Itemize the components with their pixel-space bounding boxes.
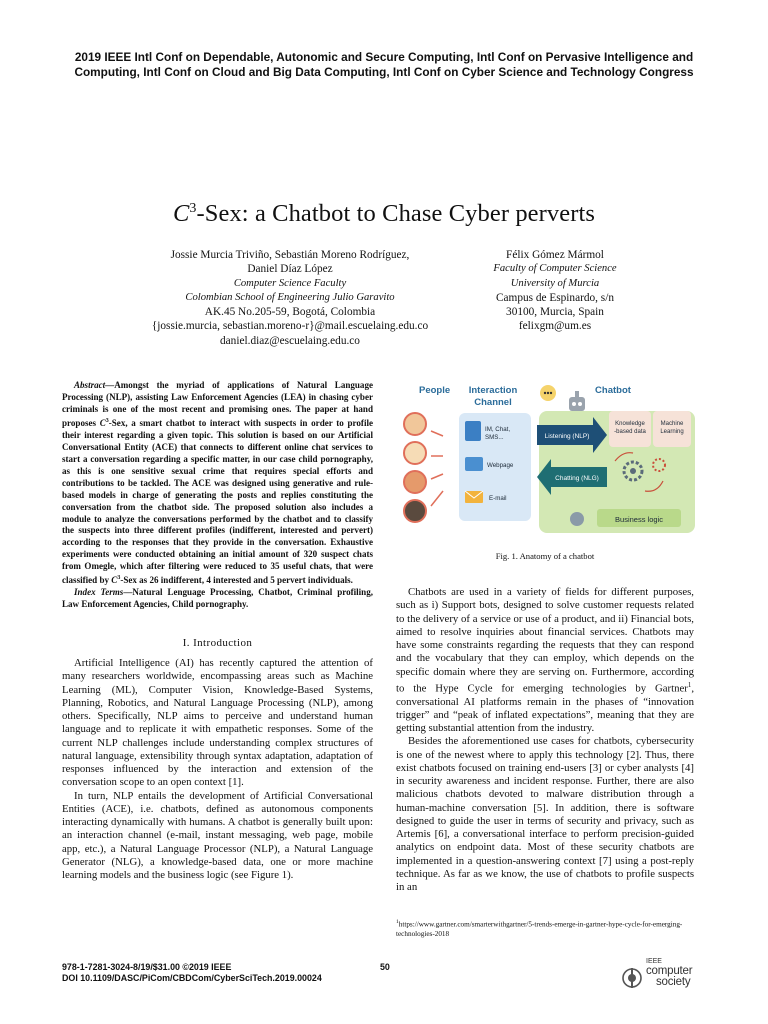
author-name: Félix Gómez Mármol xyxy=(506,249,604,261)
author-campus: Campus de Espinardo, s/n xyxy=(496,291,614,304)
author-address: AK.45 No.205-59, Bogotá, Colombia xyxy=(204,306,376,319)
right-column xyxy=(396,586,694,894)
conference-line-1: 2019 IEEE Intl Conf on Dependable, Autonomic and Secure Computing, Intl Conf on Pervasive Intelligence and xyxy=(74,50,694,64)
author-city: 30100, Murcia, Spain xyxy=(506,306,604,319)
gear-icon xyxy=(570,512,584,526)
author-names-line-2: Daniel Díaz López xyxy=(247,263,333,276)
ieee-computer-society-logo: IEEE computer society xyxy=(620,958,700,990)
knowledge-box xyxy=(609,411,651,447)
conference-line-2: Computing, Intl Conf on Cloud and Big Data Computing, Intl Conf on Cyber Science and Technology Congress xyxy=(74,64,694,79)
footnote: $^1$https://www.gartner.com/smarterwithgartner/5-trends-emerge-in-gartner-hype-cycle-for-emerging-technologies-2018 xyxy=(396,919,683,938)
intro-paragraph-1: Artificial Intelligence (AI) has recently captured the attention of many researchers worldwide, encompassing areas such as Machine Learning (ML), Computer Vision, Knowledge-Based Systems, Planning, Robotics, and Natural Language Processing (NLP), among others. Specifically, NLP aims to perceive and understand human language and to replicate it with empathetic responses. Some of the current NLP challenges include understanding complex structures of natural language, extensibility through syntax adaptation, adaptation of responses influenced by the interaction and extension of the conversation scope to an open context [1]. xyxy=(62,657,373,789)
abstract: Abstract—Amongst the myriad of applications of Natural Language Processing (NLP), assisting Law Enforcement Agencies (LEA) in chasing cyber criminals is one of the most recent and promising ones. The paper at hand proposes $C^3$-Sex, a smart chatbot to interact with suspects in order to profile their interest regarding a given topic. This solution is based on our Artificial Conversational Entity (ACE) that connects to different online chat services to start a conversation regarding a specific matter, in our case child pornography, as this is one sensitive sexual crime that requires special efforts and contributions to be tackled. The ACE was designed using generative and rule-based models in charge of generating the posts and replies constituting the conversation from the chatbot side. The proposed solution also includes a module to analyze the conversations performed by the chatbot and to classify the suspects into three different profiles (indifferent, interested and pervert) according to the responses that they provide in the conversation. Exhaustive experiments were conducted obtaining an initial amount of 320 suspect chats from Omegle, which after filtering were reduced to 35 useful chats, that were classified by $C^3$-Sex as 26 indifferent, 4 interested and 5 pervert individuals. xyxy=(62,380,373,586)
abstract-text-a: —Amongst the myriad of applications of Natural Language Processing (NLP), assisting Law Enforcement Agencies (LEA) in chasing cyber criminals is one of the most recent and promising ones. The paper at hand proposes xyxy=(62,380,373,428)
person-icon xyxy=(404,413,426,435)
author-email-2: daniel.diaz@escuelaing.edu.co xyxy=(220,334,360,347)
svg-text:Webpage: Webpage xyxy=(487,462,514,469)
index-terms-lead: Index Terms xyxy=(74,587,124,598)
robot-icon xyxy=(569,391,585,411)
figure-chatbot-anatomy xyxy=(401,381,695,539)
title-c3-superscript: 3 xyxy=(189,200,197,216)
fig-header-channel-2: Channel xyxy=(474,397,512,408)
computer-society-emblem-icon xyxy=(620,968,644,988)
author-faculty: Faculty of Computer Science xyxy=(493,263,617,275)
svg-text:Knowledge: Knowledge xyxy=(615,421,645,427)
person-icon xyxy=(404,442,426,464)
right-paragraph-2: Besides the aforementioned use cases for chatbots, cybersecurity is one of the newest where to apply this technology [2]. Thus, there exist chatbots focused on training end-users [3] or cyber analysts [4] in security awareness and incident response. Further, there are also malicious chatbots devoted to malware distribution through a human-machine conversation [5]. In addition, there is software designed to guide the user in terms of security and privacy, such as Artemis [6], a conversational interface to perform precision-guided analytics on endpoint data. Most of these security chatbots are implemented in a question-answering context [7] using a post-reply technique. As far as we know, the use of chatbots to profile suspects in an xyxy=(396,735,694,894)
person-avatars xyxy=(404,413,443,522)
abstract-lead: Abstract xyxy=(74,380,106,390)
author-school: Colombian School of Engineering Julio Garavito xyxy=(185,291,395,303)
svg-text:Chatting (NLG): Chatting (NLG) xyxy=(555,475,599,482)
svg-text:IM, Chat,: IM, Chat, xyxy=(485,426,511,433)
svg-text:Listening (NLP): Listening (NLP) xyxy=(544,433,590,440)
author-faculty: Computer Science Faculty xyxy=(233,277,347,289)
right-paragraph-1: Chatbots are used in a variety of fields for different purposes, such as i) Support bots, designed to solve customer requests related to the delivery of a service or use of a product, and ii) Financial bots, aimed to resolve inquiries about financial services. Chatbots may have some constraints regarding the requests that they can respond and the vocabulary that they can employ, which depends on the specific domain where they are serving on. Furthermore, according to the Hype Cycle for emerging technologies by Gartner$^1$, conversational AI platforms remain in the phases of “innovation trigger” and “peak of inflated expectations”, meaning that they are getting substantial attention from the industry. xyxy=(396,586,694,735)
abstract-text-c: -Sex as 26 indifferent, 4 interested and 5 pervert individuals. xyxy=(120,575,353,586)
section-heading-introduction: I. Introduction xyxy=(182,637,253,650)
footer-isbn: 978-1-7281-3024-8/19/$31.00 ©2019 IEEE xyxy=(62,962,232,972)
author-block-left xyxy=(130,248,450,348)
index-terms-text: —Natural Lenguage Processing, Chatbot, Criminal profiling, Law Enforcement Agencies, Child pornography. xyxy=(62,587,373,610)
ml-box xyxy=(653,411,691,447)
title-text: -Sex: a Chatbot to Chase Cyber perverts xyxy=(196,200,596,227)
person-icon xyxy=(404,500,426,522)
author-university: University of Murcia xyxy=(510,277,600,289)
author-email-1: {jossie.murcia, sebastian.moreno-r}@mail.escuelaing.edu.co xyxy=(151,320,429,333)
svg-text:Business logic: Business logic xyxy=(615,515,663,524)
left-column xyxy=(62,380,373,882)
svg-text:Learning: Learning xyxy=(660,429,684,435)
abstract-text-b: -Sex, a smart chatbot to interact with suspects in order to profile their interest regarding a given topic. This solution is based on our Artificial Conversational Entity (ACE) that connects to different online chat services to start a conversation regarding a specific matter, in our case child pornography, as this is one sensitive sexual crime that requires special efforts and contributions to be tackled. The ACE was designed using generative and rule-based models in charge of generating the posts and replies constituting the conversation from the chatbot side. The proposed solution also includes a module to analyze the conversations performed by the chatbot and to classify the suspects into three different profiles (indifferent, interested and pervert) according to the responses that they provide in the conversation. Exhaustive experiments were conducted obtaining an initial amount of 320 suspect chats from Omegle, which after filtering were reduced to 35 useful chats, that were classified by xyxy=(62,417,373,586)
svg-text:Machine: Machine xyxy=(660,421,684,427)
svg-text:-based data: -based data xyxy=(614,429,646,435)
svg-text:E-mail: E-mail xyxy=(489,495,507,502)
person-icon xyxy=(404,471,426,493)
svg-text:SMS...: SMS... xyxy=(485,434,504,441)
index-terms xyxy=(62,587,373,611)
footnote-link[interactable]: https://www.gartner.com/smarterwithgartner/5-trends-emerge-in-gartner-hype-cycle-for-emerging-technologies-2018 xyxy=(396,920,683,938)
intro-paragraph-2: In turn, NLP entails the development of Artificial Conversational Entities (ACE), i.e. chatbots, defined as autonomous components interacting dynamically with humans. A chatbot is generally built upon: an interaction channel (e-mail, instant messaging, web page, mobile app, etc.), a Natural Language Processor (NLP), a Natural Language Generator (NLG), a knowledge-based data, one or more machine learning models and the business logic (see Figure 1). xyxy=(62,789,373,882)
footer-identifiers xyxy=(62,962,322,984)
conference-header xyxy=(40,50,728,79)
footer-doi: DOI 10.1109/DASC/PiCom/CBDCom/CyberSciTech.2019.00024 xyxy=(62,973,322,983)
figure-caption: Fig. 1. Anatomy of a chatbot xyxy=(495,551,595,561)
fig-header-people: People xyxy=(419,385,451,396)
author-email: felixgm@um.es xyxy=(518,320,592,333)
fig-header-chatbot: Chatbot xyxy=(595,385,631,396)
page-number: 50 xyxy=(380,962,390,972)
chat-bubble-icon xyxy=(540,385,556,401)
author-block-right xyxy=(470,248,640,334)
author-names-line-1: Jossie Murcia Triviño, Sebastián Moreno Rodríguez, xyxy=(170,249,410,261)
fig-header-channel-1: Interaction xyxy=(468,385,518,396)
paper-title xyxy=(40,200,728,228)
title-c3: C xyxy=(172,200,190,227)
